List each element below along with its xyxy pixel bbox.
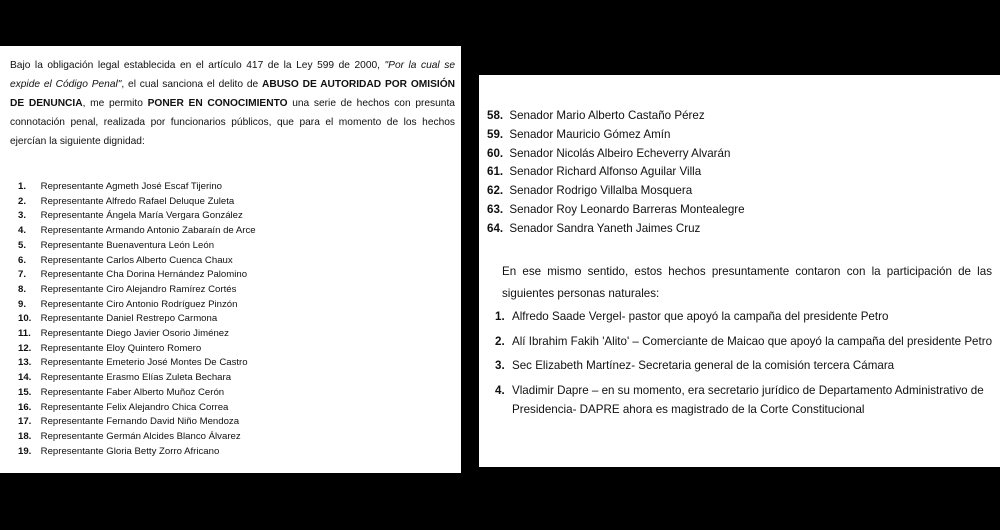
item-text: Representante Carlos Alberto Cuenca Chaux (40, 254, 233, 266)
list-item (18, 386, 256, 401)
item-number: 1. (495, 310, 505, 323)
item-number: 8. (18, 283, 27, 295)
list-item (18, 209, 256, 224)
item-text: Representante Ciro Antonio Rodríguez Pinzón (40, 298, 238, 310)
notice-phrase: PONER EN CONOCIMIENTO (147, 98, 288, 109)
law-title: "Por la cual se expide el Código Penal" (10, 60, 455, 90)
item-number: 6. (18, 254, 27, 266)
intro-text: Bajo la obligación legal establecida en el artículo 417 de la Ley 599 de 2000, (10, 60, 385, 71)
item-text: Vladimir Dapre – en su momento, era secretario jurídico de Departamento Administrativo de Presidencia- DAPRE ahora es magistrado de la Corte Constitucional (512, 383, 984, 416)
participation-paragraph: En ese mismo sentido, estos hechos presuntamente contaron con la participación de las siguientes personas naturales: (502, 265, 992, 300)
item-number: 58. (487, 109, 504, 122)
item-text: Senador Sandra Yaneth Jaimes Cruz (509, 221, 701, 235)
list-item (18, 195, 256, 210)
item-number: 16. (18, 401, 32, 413)
list-item (18, 312, 256, 327)
item-text: Representante Cha Dorina Hernández Palomino (40, 269, 248, 281)
intro-text: una serie de hechos con presunta connotación penal, realizada por funcionarios públicos, que para el momento de los hechos ejercían la siguiente dignidad: (10, 98, 455, 147)
item-text: Senador Mario Alberto Castaño Pérez (509, 109, 705, 122)
list-item (18, 254, 256, 269)
list-item (487, 201, 745, 220)
list-item (18, 327, 256, 342)
item-text: Representante Erasmo Elías Zuleta Bechara (40, 372, 232, 384)
item-text: Representante Fernando David Niño Mendoza (40, 416, 240, 428)
intro-text: , el cual sanciona el delito de (121, 79, 262, 90)
list-item (495, 307, 995, 327)
item-text: Representante Eloy Quintero Romero (40, 342, 202, 354)
list-item (487, 126, 745, 145)
document-page-left (0, 46, 461, 473)
item-number: 11. (18, 328, 31, 340)
item-number: 19. (18, 445, 32, 457)
list-item (18, 415, 256, 430)
item-text: Representante Daniel Restrepo Carmona (40, 313, 218, 325)
list-item (495, 356, 995, 376)
item-text: Representante Gloria Betty Zorro Africano (40, 445, 220, 457)
item-number: 64. (487, 221, 504, 235)
item-number: 14. (18, 372, 32, 384)
senators-list (487, 107, 745, 239)
item-number: 10. (18, 313, 32, 325)
list-item (487, 145, 745, 164)
item-text: Senador Mauricio Gómez Amín (509, 127, 671, 141)
item-number: 3. (18, 210, 27, 222)
item-text: Representante Armando Antonio Zabaraín de Arce (40, 225, 256, 237)
crime-name: ABUSO DE AUTORIDAD POR OMISIÓN DE DENUNCIA (10, 79, 455, 109)
item-text: Representante Buenaventura León León (40, 239, 215, 251)
item-text: Representante Germán Alcides Blanco Álvarez (40, 430, 241, 442)
list-item (495, 381, 995, 420)
list-item (18, 268, 256, 283)
list-item (18, 401, 256, 416)
list-item (495, 332, 995, 352)
list-item (18, 298, 256, 313)
list-item (487, 220, 745, 239)
item-text: Senador Roy Leonardo Barreras Montealegre (509, 202, 745, 216)
intro-text: , me permito (82, 98, 148, 109)
item-number: 13. (18, 357, 32, 369)
item-text: Sec Elizabeth Martínez- Secretaria general de la comisión tercera Cámara (512, 359, 895, 372)
item-text: Representante Diego Javier Osorio Jiménez (40, 328, 229, 340)
item-number: 9. (18, 298, 27, 310)
list-item (18, 239, 256, 254)
item-number: 4. (18, 225, 27, 237)
item-number: 61. (487, 165, 504, 179)
list-item (487, 107, 745, 126)
item-number: 59. (487, 127, 504, 141)
item-text: Representante Emeterio José Montes De Castro (40, 357, 248, 369)
intro-paragraph (10, 56, 455, 151)
list-item (18, 430, 256, 445)
item-text: Representante Ángela María Vergara González (40, 210, 243, 222)
list-item (18, 445, 256, 460)
item-text: Representante Alfredo Rafael Deluque Zuleta (40, 195, 235, 207)
item-number: 18. (18, 430, 32, 442)
item-number: 63. (487, 202, 504, 216)
item-number: 1. (18, 181, 27, 192)
item-number: 12. (18, 342, 32, 354)
item-text: Alfredo Saade Vergel- pastor que apoyó la campaña del presidente Petro (512, 310, 889, 323)
item-text: Senador Richard Alfonso Aguilar Villa (509, 165, 702, 179)
list-item (18, 356, 256, 371)
item-number: 17. (18, 416, 32, 428)
document-page-right (479, 75, 1000, 467)
list-item (18, 283, 256, 298)
list-item (18, 224, 256, 239)
item-number: 2. (495, 334, 505, 348)
list-item (18, 371, 256, 386)
item-number: 60. (487, 146, 504, 160)
list-item (487, 163, 745, 182)
item-text: Senador Nicolás Albeiro Echeverry Alvarán (509, 146, 731, 160)
item-number: 3. (495, 359, 505, 372)
list-item (18, 180, 256, 195)
item-text: Representante Faber Alberto Muñoz Cerón (40, 386, 225, 398)
item-number: 2. (18, 195, 27, 207)
item-number: 62. (487, 184, 504, 198)
item-text: Senador Rodrigo Villalba Mosquera (509, 184, 693, 198)
list-item (487, 182, 745, 201)
item-text: Alí Ibrahim Fakih 'Alito' – Comerciante de Maicao que apoyó la campaña del presidente Petro (512, 334, 993, 348)
item-text: Representante Felix Alejandro Chica Correa (40, 401, 229, 413)
item-number: 7. (18, 269, 27, 281)
item-number: 15. (18, 386, 32, 398)
item-text: Representante Ciro Alejandro Ramírez Cortés (40, 283, 237, 295)
item-number: 5. (18, 239, 27, 251)
item-number: 4. (495, 383, 505, 397)
item-text: Representante Agmeth José Escaf Tijerino (40, 181, 222, 192)
list-item (18, 342, 256, 357)
representatives-list (18, 180, 256, 459)
natural-persons-list (495, 307, 995, 425)
